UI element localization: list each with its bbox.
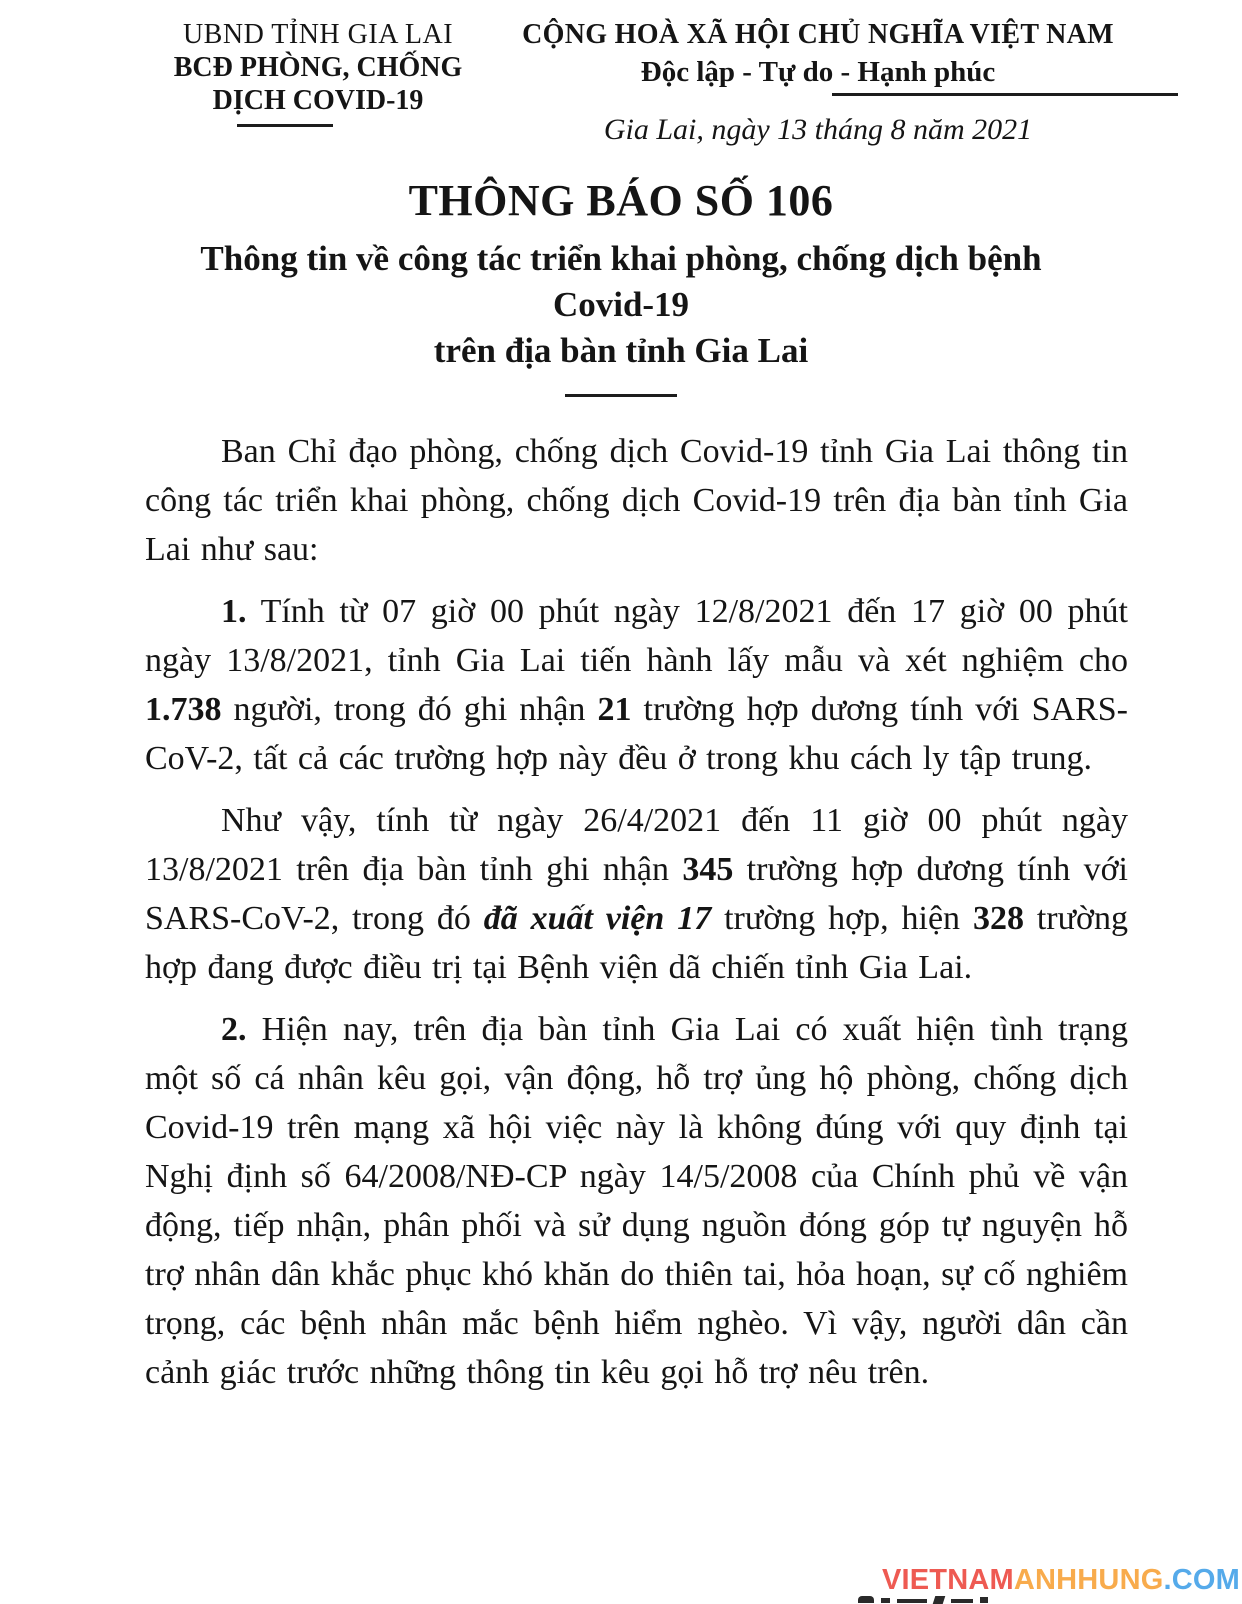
discharged-phrase: đã xuất viện 17 xyxy=(483,900,712,937)
issuing-authority-line3: DỊCH COVID-19 xyxy=(212,85,424,116)
issuing-authority-rule xyxy=(237,124,333,127)
paragraph-intro xyxy=(145,427,1128,574)
site-watermark xyxy=(882,1564,1240,1597)
clipped-text-fragment xyxy=(858,1596,1068,1604)
national-motto-rule xyxy=(832,93,1178,96)
watermark-part-1: VIETNAM xyxy=(881,1564,1014,1596)
section2-number: 2. xyxy=(221,1011,247,1048)
section1-run: trường hợp dương tính với SARS-CoV-2, tất cả các trường hợp này đều ở trong khu cách ly tập trung. xyxy=(145,691,1128,777)
issuing-authority-line2: BCĐ PHÒNG, CHỐNG xyxy=(173,52,463,83)
in-treatment-count: 328 xyxy=(972,900,1024,937)
document-header xyxy=(0,0,1242,147)
document-title: THÔNG BÁO SỐ 106 xyxy=(408,176,834,225)
section1-positive-count: 21 xyxy=(597,691,632,728)
section1-tested-count: 1.738 xyxy=(145,691,222,728)
section1-run: người, trong đó ghi nhận xyxy=(221,691,598,728)
subtitle-line1: Thông tin về công tác triển khai phòng, chống dịch bệnh xyxy=(200,239,1042,278)
cumulative-run: trường hợp dương tính với SARS-CoV-2, trong đó xyxy=(145,851,1128,937)
section2-run: Hiện nay, trên địa bàn tỉnh Gia Lai có xuất hiện tình trạng một số cá nhân kêu gọi, vận động, hỗ trợ ủng hộ phòng, chống dịch Covid-19 trên mạng xã hội việc này là không đúng với quy định tại Nghị định số 64/2008/NĐ-CP ngày 14/5/2008 của Chính phủ về vận động, tiếp nhận, phân phối và sử dụng nguồn đóng góp tự nguyện hỗ trợ nhân dân khắc phục khó khăn do thiên tai, hỏa hoạn, sự cố nghiêm trọng, các bệnh nhân mắc bệnh hiểm nghèo. Vì vậy, người dân cần cảnh giác trước những thông tin kêu gọi hỗ trợ nêu trên. xyxy=(145,1011,1128,1391)
cumulative-total-count: 345 xyxy=(682,851,734,888)
watermark-part-3: .COM xyxy=(1163,1564,1240,1596)
cumulative-run: trường hợp đang được điều trị tại Bệnh viện dã chiến tỉnh Gia Lai. xyxy=(145,900,1128,986)
intro-text: Ban Chỉ đạo phòng, chống dịch Covid-19 tỉnh Gia Lai thông tin công tác triển khai phòng, chống dịch Covid-19 trên địa bàn tỉnh Gia Lai như sau: xyxy=(145,433,1128,568)
cumulative-run: trường hợp, hiện xyxy=(711,900,973,937)
national-motto: Độc lập - Tự do - Hạnh phúc xyxy=(640,56,996,88)
section1-number: 1. xyxy=(221,593,247,630)
title-block xyxy=(0,175,1242,397)
document-subtitle xyxy=(60,236,1182,374)
paragraph-section-1 xyxy=(145,587,1128,783)
watermark-part-2: ANHHUNG xyxy=(1013,1564,1164,1596)
paragraph-section-2 xyxy=(145,1005,1128,1397)
title-divider xyxy=(565,394,677,397)
issuing-authority-parent: UBND TỈNH GIA LAI xyxy=(182,19,454,50)
cumulative-run: Như vậy, tính từ ngày 26/4/2021 đến 11 giờ 00 phút ngày 13/8/2021 trên địa bàn tỉnh ghi nhận xyxy=(145,802,1128,888)
subtitle-line3: trên địa bàn tỉnh Gia Lai xyxy=(433,331,809,370)
issuing-authority-block xyxy=(168,18,468,127)
document-body xyxy=(0,427,1242,1397)
national-title: CỘNG HOÀ XÃ HỘI CHỦ NGHĨA VIỆT NAM xyxy=(522,19,1114,50)
place-date-line: Gia Lai, ngày 13 tháng 8 năm 2021 xyxy=(603,113,1033,146)
national-header-block xyxy=(494,18,1142,147)
subtitle-line2: Covid-19 xyxy=(552,285,690,324)
section1-run: Tính từ 07 giờ 00 phút ngày 12/8/2021 đến 17 giờ 00 phút ngày 13/8/2021, tỉnh Gia Lai tiến hành lấy mẫu và xét nghiệm cho xyxy=(145,593,1128,679)
paragraph-cumulative xyxy=(145,796,1128,992)
